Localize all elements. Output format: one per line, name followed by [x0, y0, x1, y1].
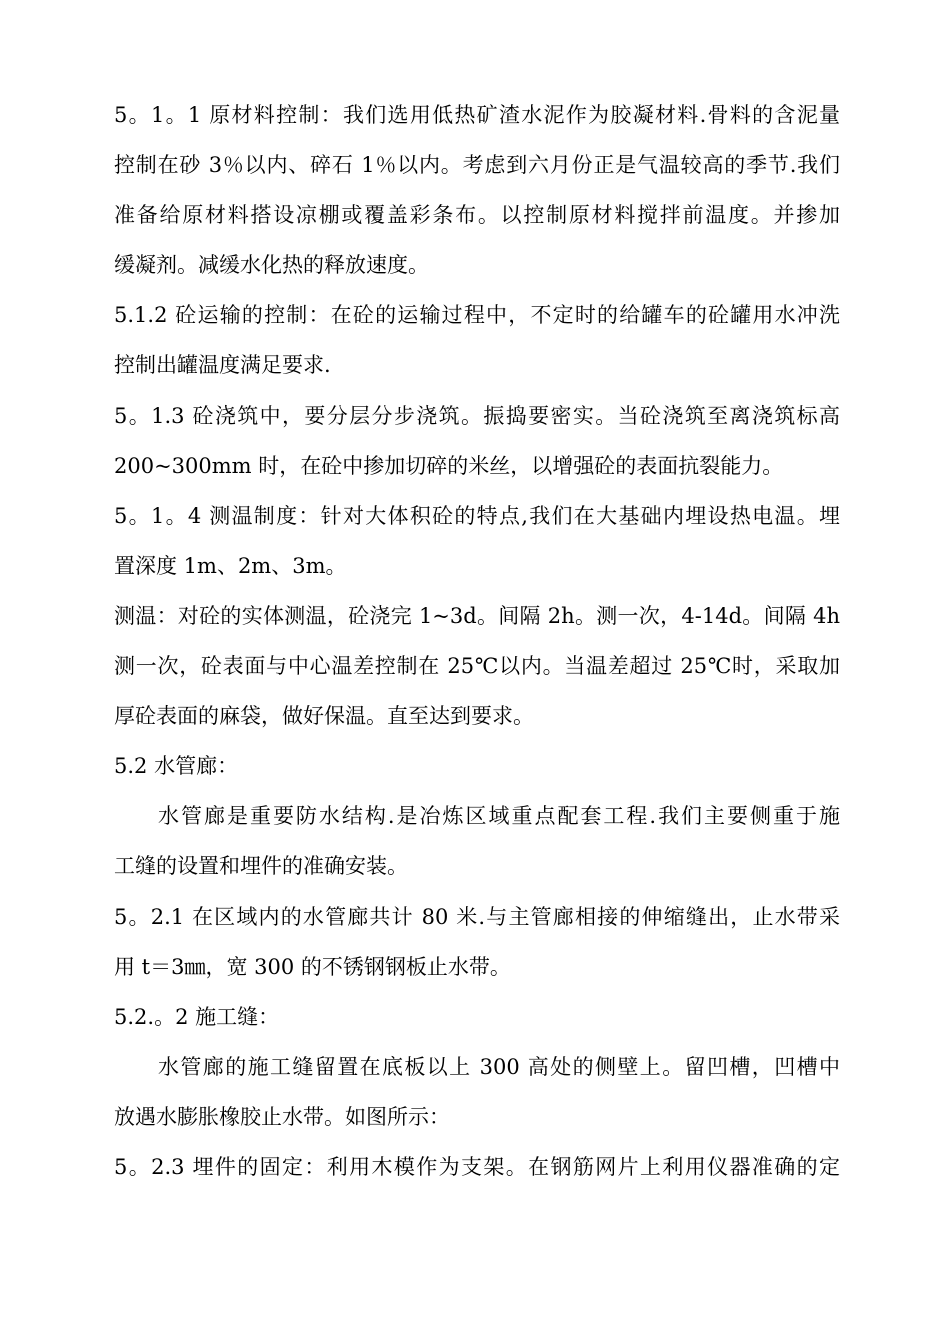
document-body: [114, 96, 840, 1198]
paragraph-line: 准备给原材料搭设凉棚或覆盖彩条布。以控制原材料搅拌前温度。并掺加: [114, 203, 840, 228]
section-heading: 5.2 水管廊：: [114, 754, 239, 779]
paragraph-line: 5。2.3 埋件的固定：利用木模作为支架。在钢筋网片上利用仪器准确的定: [114, 1154, 840, 1179]
paragraph-line: 控制在砂 3％以内、碎石 1％以内。考虑到六月份正是气温较高的季节.我们: [114, 153, 840, 178]
paragraph-line: 缓凝剂。减缓水化热的释放速度。: [114, 253, 429, 278]
paragraph-line: 5。1。4 测温制度：针对大体积砼的特点,我们在大基础内埋设热电温。埋: [114, 503, 840, 528]
paragraph-line: 置深度 1m、2m、3m。: [114, 553, 347, 578]
paragraph-line: 厚砼表面的麻袋，做好保温。直至达到要求。: [114, 704, 534, 729]
paragraph-line: 用 t＝3㎜，宽 300 的不锈钢钢板止水带。: [114, 954, 511, 979]
paragraph-line: 测温：对砼的实体测温，砼浇完 1~3d。间隔 2h。测一次，4-14d。间隔 4h: [114, 603, 840, 628]
paragraph-line: 测一次，砼表面与中心温差控制在 25℃以内。当温差超过 25℃时，采取加: [114, 654, 840, 679]
paragraph-line: 200~300mm 时，在砼中掺加切碎的米丝，以增强砼的表面抗裂能力。: [114, 453, 784, 478]
paragraph-line: 水管廊是重要防水结构.是冶炼区域重点配套工程.我们主要侧重于施: [158, 804, 840, 829]
paragraph-line: 5。1.3 砼浇筑中，要分层分步浇筑。振捣要密实。当砼浇筑至离浇筑标高: [114, 403, 840, 428]
paragraph-line: 5。2.1 在区域内的水管廊共计 80 米.与主管廊相接的伸缩缝出，止水带采: [114, 904, 840, 929]
section-heading: 5.2.。2 施工缝：: [114, 1004, 280, 1029]
paragraph-line: 5.1.2 砼运输的控制：在砼的运输过程中，不定时的给罐车的砼罐用水冲洗: [114, 303, 840, 328]
paragraph-line: 放遇水膨胀橡胶止水带。如图所示：: [114, 1104, 450, 1129]
paragraph-line: 控制出罐温度满足要求.: [114, 353, 331, 378]
paragraph-line: 水管廊的施工缝留置在底板以上 300 高处的侧壁上。留凹槽，凹槽中: [158, 1054, 840, 1079]
paragraph-line: 工缝的设置和埋件的准确安装。: [114, 854, 408, 879]
paragraph-line: 5。1。1 原材料控制：我们选用低热矿渣水泥作为胶凝材料.骨料的含泥量: [114, 103, 840, 127]
